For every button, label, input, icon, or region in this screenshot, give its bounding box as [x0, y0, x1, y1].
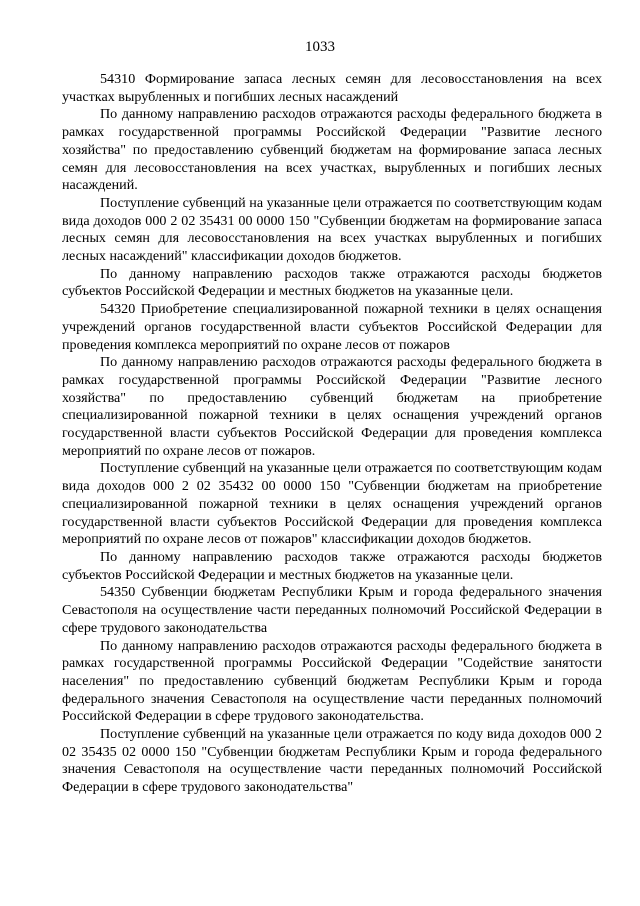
paragraph: По данному направлению расходов отражаются расходы федерального бюджета в рамках государственной программы Российской Федерации "Развитие лесного хозяйства" по предоставлению субвенций бюджетам на формирование запаса лесных семян для лесовосстановления на всех участках, вырубленных и погибших лесных насаждений.: [62, 106, 602, 194]
paragraph: Поступление субвенций на указанные цели отражается по соответствующим кодам вида доходов 000 2 02 35431 00 0000 150 "Субвенции бюджетам на формирование запаса лесных семян для лесовосстановления на всех участках вырубленных и погибших лесных насаждений" классификации доходов бюджетов.: [62, 194, 602, 265]
paragraph: Поступление субвенций на указанные цели отражается по соответствующим кодам вида доходов 000 2 02 35432 00 0000 150 "Субвенции бюджетам на приобретение специализированной пожарной техники в целях оснащения учреждений органов государственной власти субъектов Российской Федерации для проведения комплекса мероприятий по охране лесов от пожаров" классификации доходов бюджетов.: [62, 460, 602, 548]
paragraph: По данному направлению расходов также отражаются расходы бюджетов субъектов Российской Федерации и местных бюджетов на указанные цели.: [62, 265, 602, 300]
paragraph: Поступление субвенций на указанные цели отражается по коду вида доходов 000 2 02 35435 02 0000 150 "Субвенции бюджетам Республики Крым и города федерального значения Севастополя на осуществление части переданных полномочий Российской Федерации в сфере трудового законодательства": [62, 726, 602, 796]
paragraph: По данному направлению расходов также отражаются расходы бюджетов субъектов Российской Федерации и местных бюджетов на указанные цели.: [62, 548, 602, 583]
paragraph-54320-heading: 54320 Приобретение специализированной пожарной техники в целях оснащения учреждений органов государственной власти субъектов Российской Федерации для проведения комплекса мероприятий по охране лесов от пожаров: [62, 301, 602, 353]
document-body: [62, 71, 602, 797]
page-number: 1033: [305, 39, 335, 55]
paragraph-54310-heading: 54310 Формирование запаса лесных семян для лесовосстановления на всех участках вырубленных и погибших лесных насаждений: [62, 71, 602, 105]
paragraph: По данному направлению расходов отражаются расходы федерального бюджета в рамках государственной программы Российской Федерации "Содействие занятости населения" по предоставлению субвенций бюджетам Республики Крым и города федерального значения Севастополя на осуществление части переданных полномочий Российской Федерации в сфере трудового законодательства.: [62, 637, 602, 725]
paragraph-54350-heading: 54350 Субвенции бюджетам Республики Крым и города федерального значения Севастополя на осуществление части переданных полномочий Российской Федерации в сфере трудового законодательства: [62, 584, 602, 636]
paragraph: По данному направлению расходов отражаются расходы федерального бюджета в рамках государственной программы Российской Федерации "Развитие лесного хозяйства" по предоставлению субвенций бюджетам на приобретение специализированной пожарной техники в целях оснащения учреждений органов государственной власти субъектов Российской Федерации для проведения комплекса мероприятий по охране лесов от пожаров.: [62, 354, 602, 459]
